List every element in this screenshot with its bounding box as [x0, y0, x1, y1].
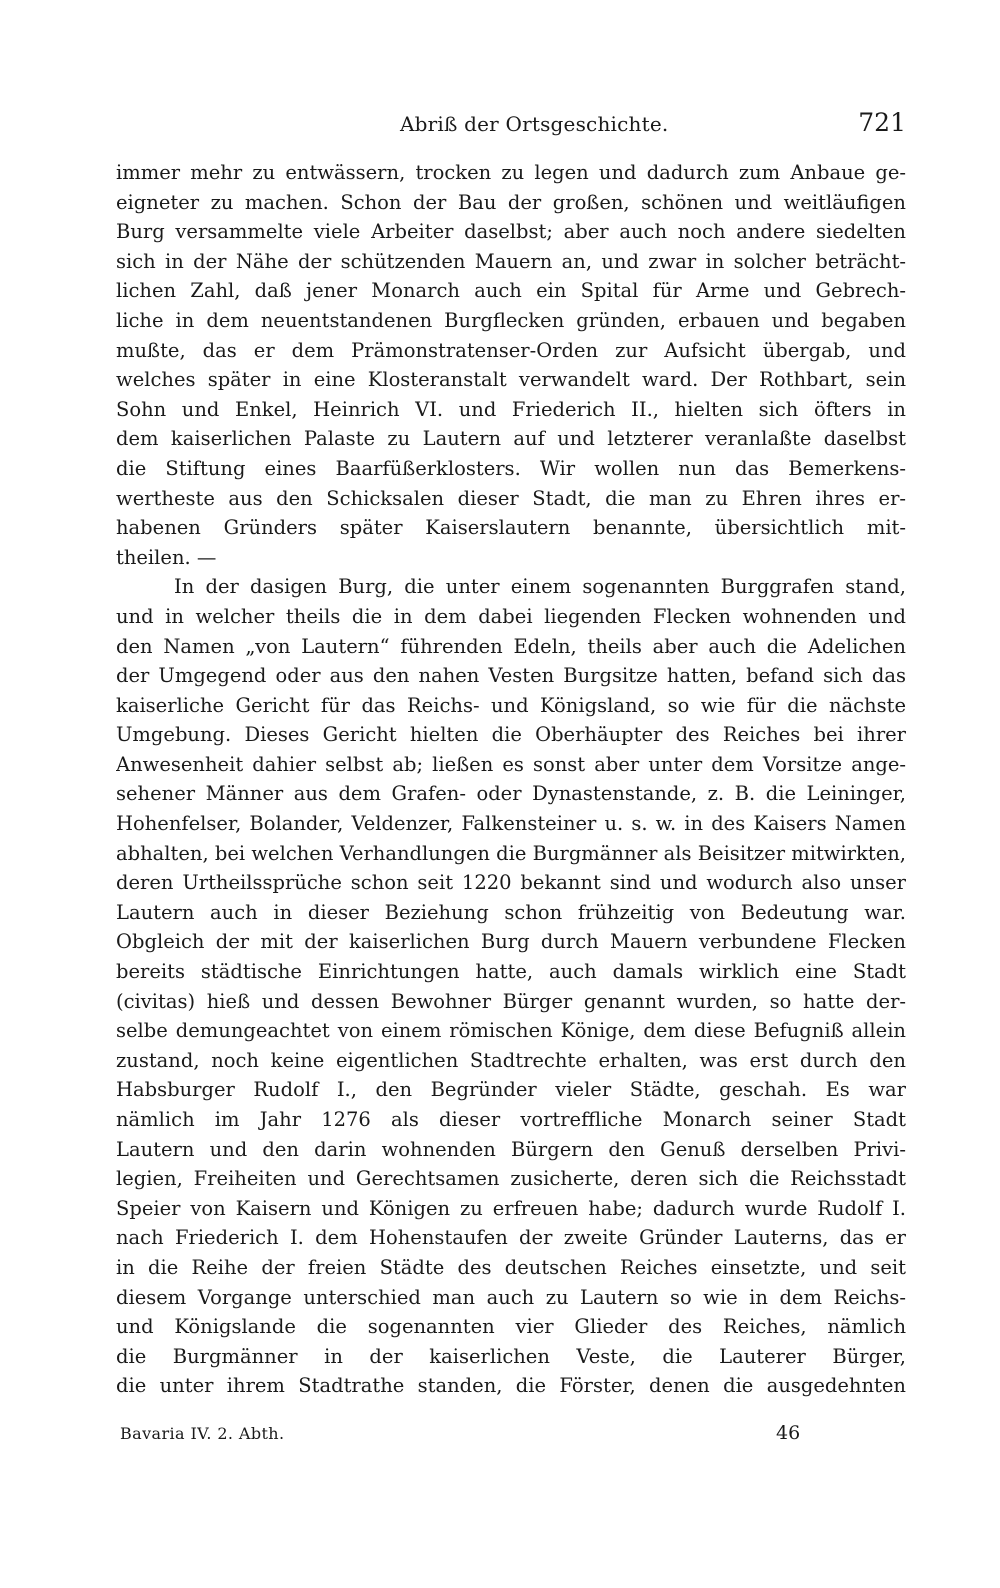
text-line: Speier von Kaisern und Königen zu erfreuen habe; dadurch wurde Rudolf I. [116, 1196, 906, 1220]
text-line: Umgebung. Dieses Gericht hielten die Oberhäupter des Reiches bei ihrer [116, 723, 906, 747]
text-line: in die Reihe der freien Städte des deutschen Reiches einsetzte, und seit [116, 1255, 906, 1279]
text-line: sehener Männer aus dem Grafen- oder Dynastenstande, z. B. die Leininger, [116, 782, 906, 806]
text-line: legien, Freiheiten und Gerechtsamen zusicherte, deren sich die Reichsstadt [116, 1167, 906, 1191]
text-line: Hohenfelser, Bolander, Veldenzer, Falkensteiner u. s. w. in des Kaisers Namen [116, 812, 906, 836]
text-line: kaiserliche Gericht für das Reichs- und Königsland, so wie für die nächste [116, 693, 906, 717]
text-line: Habsburger Rudolf I., den Begründer vieler Städte, geschah. Es war [116, 1078, 906, 1102]
text-line: habenen Gründers später Kaiserslautern benannte, übersichtlich mit- [116, 516, 906, 540]
text-line: eigneter zu machen. Schon der Bau der großen, schönen und weitläufigen [116, 190, 906, 214]
text-line: Obgleich der mit der kaiserlichen Burg durch Mauern verbundene Flecken [116, 930, 906, 954]
running-head [0, 106, 1000, 146]
text-line: dem kaiserlichen Palaste zu Lautern auf und letzterer veranlaßte daselbst [116, 427, 906, 451]
text-line: zustand, noch keine eigentlichen Stadtrechte erhalten, was erst durch den [116, 1048, 906, 1072]
text-line: den Namen „von Lautern“ führenden Edeln, theils aber auch die Adelichen [116, 634, 906, 658]
text-line: selbe demungeachtet von einem römischen Könige, dem diese Befugniß allein [116, 1019, 906, 1043]
text-line: mußte, das er dem Prämonstratenser-Orden zur Aufsicht übergab, und [116, 338, 906, 362]
body-text [116, 158, 906, 1401]
printer-signature: Bavaria IV. 2. Abth. [120, 1424, 285, 1443]
running-title: Abriß der Ortsgeschichte. [400, 112, 669, 136]
text-line: und in welcher theils die in dem dabei liegenden Flecken wohnenden und [116, 604, 906, 628]
text-line: Lautern und den darin wohnenden Bürgern den Genuß derselben Privi- [116, 1137, 906, 1161]
text-line: Anwesenheit dahier selbst ab; ließen es sonst aber unter dem Vorsitze ange- [116, 752, 906, 776]
text-line: immer mehr zu entwässern, trocken zu legen und dadurch zum Anbaue ge- [116, 161, 906, 184]
text-line: bereits städtische Einrichtungen hatte, auch damals wirklich eine Stadt [116, 960, 906, 984]
text-line: die Burgmänner in der kaiserlichen Veste, die Lauterer Bürger, [116, 1344, 906, 1368]
text-line: nämlich im Jahr 1276 als dieser vortreffliche Monarch seiner Stadt [116, 1108, 906, 1131]
text-line: liche in dem neuentstandenen Burgflecken gründen, erbauen und begaben [116, 308, 906, 332]
page-footer [0, 1424, 1000, 1454]
text-line: Sohn und Enkel, Heinrich VI. und Friederich II., hielten sich öfters in [116, 397, 906, 421]
sheet-number: 46 [776, 1422, 801, 1444]
text-line: welches später in eine Klosteranstalt verwandelt ward. Der Rothbart, sein [116, 368, 906, 392]
text-line: deren Urtheilssprüche schon seit 1220 bekannt sind und wodurch also unser [116, 871, 906, 895]
text-line: abhalten, bei welchen Verhandlungen die Burgmänner als Beisitzer mitwirkten, [116, 841, 906, 865]
page-number: 721 [858, 108, 906, 137]
text-line: die unter ihrem Stadtrathe standen, die Förster, denen die ausgedehnten [116, 1374, 906, 1398]
text-line: Lautern auch in dieser Beziehung schon frühzeitig von Bedeutung war. [116, 900, 906, 924]
text-line: der Umgegend oder aus den nahen Vesten Burgsitze hatten, befand sich das [116, 664, 906, 688]
text-line: Burg versammelte viele Arbeiter daselbst; aber auch noch andere siedelten [116, 220, 906, 244]
text-line: wertheste aus den Schicksalen dieser Stadt, die man zu Ehren ihres er- [116, 486, 906, 510]
paragraph-end-line: theilen. — [116, 545, 217, 569]
text-line: nach Friederich I. dem Hohenstaufen der zweite Gründer Lauterns, das er [116, 1226, 906, 1250]
text-line: sich in der Nähe der schützenden Mauern an, und zwar in solcher beträcht- [116, 249, 906, 273]
text-line: (civitas) hieß und dessen Bewohner Bürger genannt wurden, so hatte der- [116, 989, 906, 1013]
paragraph-start-line: In der dasigen Burg, die unter einem sogenannten Burggrafen stand, [174, 575, 906, 599]
text-line: die Stiftung eines Baarfüßerklosters. Wir wollen nun das Bemerkens- [116, 456, 906, 480]
text-line: diesem Vorgange unterschied man auch zu Lautern so wie in dem Reichs- [116, 1285, 906, 1309]
text-line: und Königslande die sogenannten vier Glieder des Reiches, nämlich [116, 1315, 906, 1339]
text-line: lichen Zahl, daß jener Monarch auch ein Spital für Arme und Gebrech- [116, 279, 906, 303]
